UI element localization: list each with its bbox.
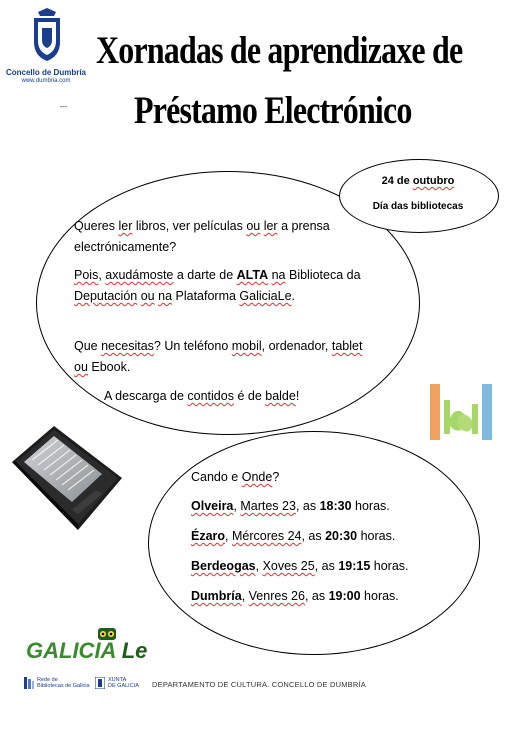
schedule-heading: Cando e Onde? (191, 470, 280, 484)
schedule-bubble (148, 431, 480, 655)
schedule-row: Ézaro, Mércores 24, as 20:30 horas. (191, 529, 396, 543)
date-bubble (339, 159, 499, 233)
crest-url[interactable]: www.dumbria.com (21, 78, 71, 84)
xunta-text: XUNTA DE GALICIA (108, 677, 139, 689)
info-paragraph-4: A descarga de contidos é de balde! (104, 389, 300, 403)
library-logo-icon (430, 384, 492, 440)
xunta-logo-icon (95, 677, 105, 689)
event-name: Día das bibliotecas (372, 201, 464, 212)
galicia-le-wordmark: GALICIA Le (26, 638, 148, 663)
ereader-icon (6, 418, 126, 536)
department-text: DEPARTAMENTO DE CULTURA. CONCELLO DE DUMBRÍA (152, 680, 366, 689)
schedule-row: Dumbría, Venres 26, as 19:00 horas. (191, 589, 399, 603)
page-title-line1: Xornadas de aprendizaxe de (96, 29, 463, 72)
page-title-line2: Préstamo Electrónico (134, 89, 412, 132)
schedule-row: Olveira, Martes 23, as 18:30 horas. (191, 499, 390, 513)
crest-name: Concello de Dumbría (5, 68, 86, 77)
schedule-row: Berdeogas, Xoves 25, as 19:15 horas. (191, 559, 409, 573)
date-text: 24 de outubro (381, 175, 455, 187)
dash-marker: --- (60, 104, 67, 111)
info-paragraph-2: Pois, axudámoste a darte de ALTA na Biblioteca da Deputación ou na Plataforma GaliciaLe. (74, 268, 361, 303)
crest-icon (28, 8, 66, 62)
sede-logo-icon (24, 677, 34, 689)
sede-text: Rede de Bibliotecas de Galicia (37, 677, 90, 689)
info-paragraph-3: Que necesitas? Un teléfono mobil, ordenador, tablet ou Ebook. (74, 339, 363, 374)
info-paragraph-1: Queres ler libros, ver películas ou ler a prensa electrónicamente? (74, 219, 330, 254)
